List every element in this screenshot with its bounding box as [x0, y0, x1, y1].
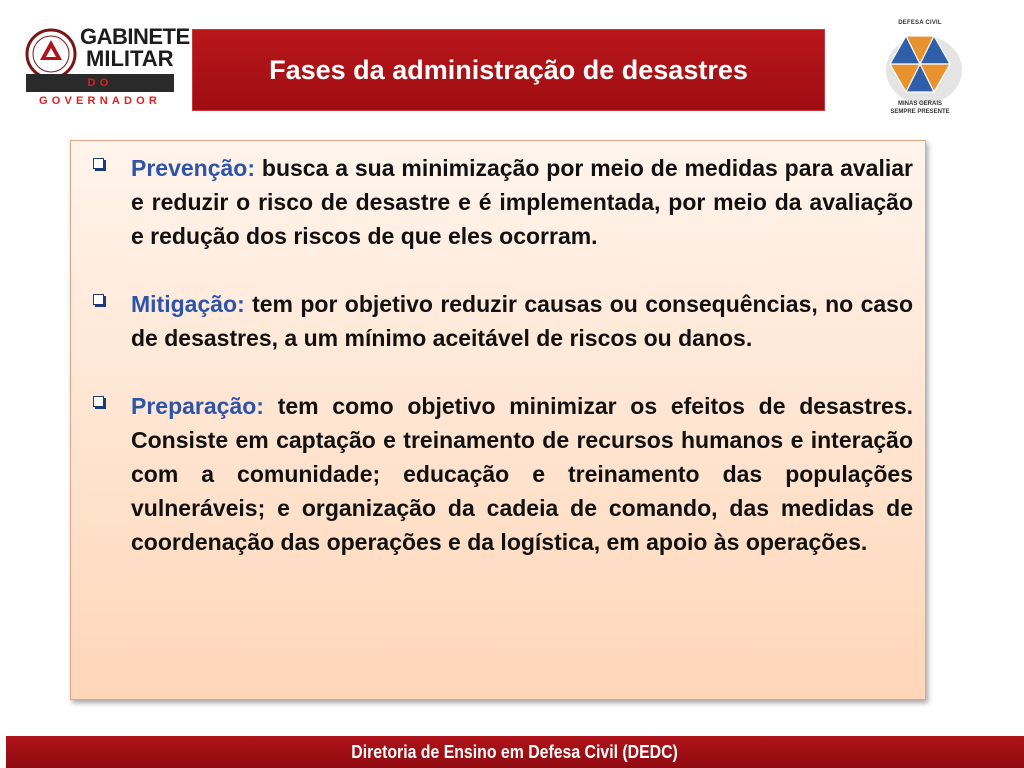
list-item-mitigacao [81, 287, 913, 355]
defesa-civil-subtitle-line-1: MINAS GERAIS [897, 101, 942, 107]
logo-line-3: DO GOVERNADOR [26, 74, 174, 92]
list-item-text [131, 151, 913, 253]
term-label: Prevenção: [131, 155, 256, 181]
gabinete-militar-logo [24, 22, 190, 107]
page-title: Fases da administração de desastres [269, 54, 748, 85]
hexagon-emblem-icon [874, 26, 966, 106]
term-label: Preparação: [131, 393, 264, 419]
checkbox-bullet-icon [93, 396, 104, 407]
term-description: tem por objetivo reduzir causas ou consequências, no caso de desastres, a um mínimo aceitável de riscos ou danos. [131, 291, 914, 351]
defesa-civil-subtitle [874, 100, 966, 116]
bullet-list [81, 151, 913, 593]
list-item-preparacao [81, 389, 913, 559]
defesa-civil-logo [874, 20, 966, 126]
footer-bar [6, 736, 1024, 768]
term-description: tem como objetivo minimizar os efeitos de desastres. Consiste em captação e treinamento de recursos humanos e interação com a comunidade; educação e treinamento das populações vulneráveis; e organização da cadeia de comando, das medidas de coordenação das operações e da logística, em apoio às operações. [131, 393, 914, 555]
list-item-text [131, 287, 913, 355]
defesa-civil-label: DEFESA CIVIL [898, 20, 942, 26]
footer-text: Diretoria de Ensino em Defesa Civil (DEDC) [351, 741, 679, 762]
title-banner [192, 29, 825, 111]
content-panel [70, 140, 926, 700]
term-label: Mitigação: [131, 291, 245, 317]
checkbox-bullet-icon [93, 294, 104, 305]
term-description: busca a sua minimização por meio de medidas para avaliar e reduzir o risco de desastre e é implementada, por meio da avaliação e redução dos riscos de que eles ocorram. [131, 155, 913, 249]
list-item-text [131, 389, 913, 559]
logo-line-2: MILITAR [86, 46, 174, 71]
defesa-civil-subtitle-line-2: SEMPRE PRESENTE [890, 109, 950, 115]
logo-line-1: GABINETE [80, 24, 190, 49]
list-item-prevencao [81, 151, 913, 253]
checkbox-bullet-icon [93, 158, 104, 169]
